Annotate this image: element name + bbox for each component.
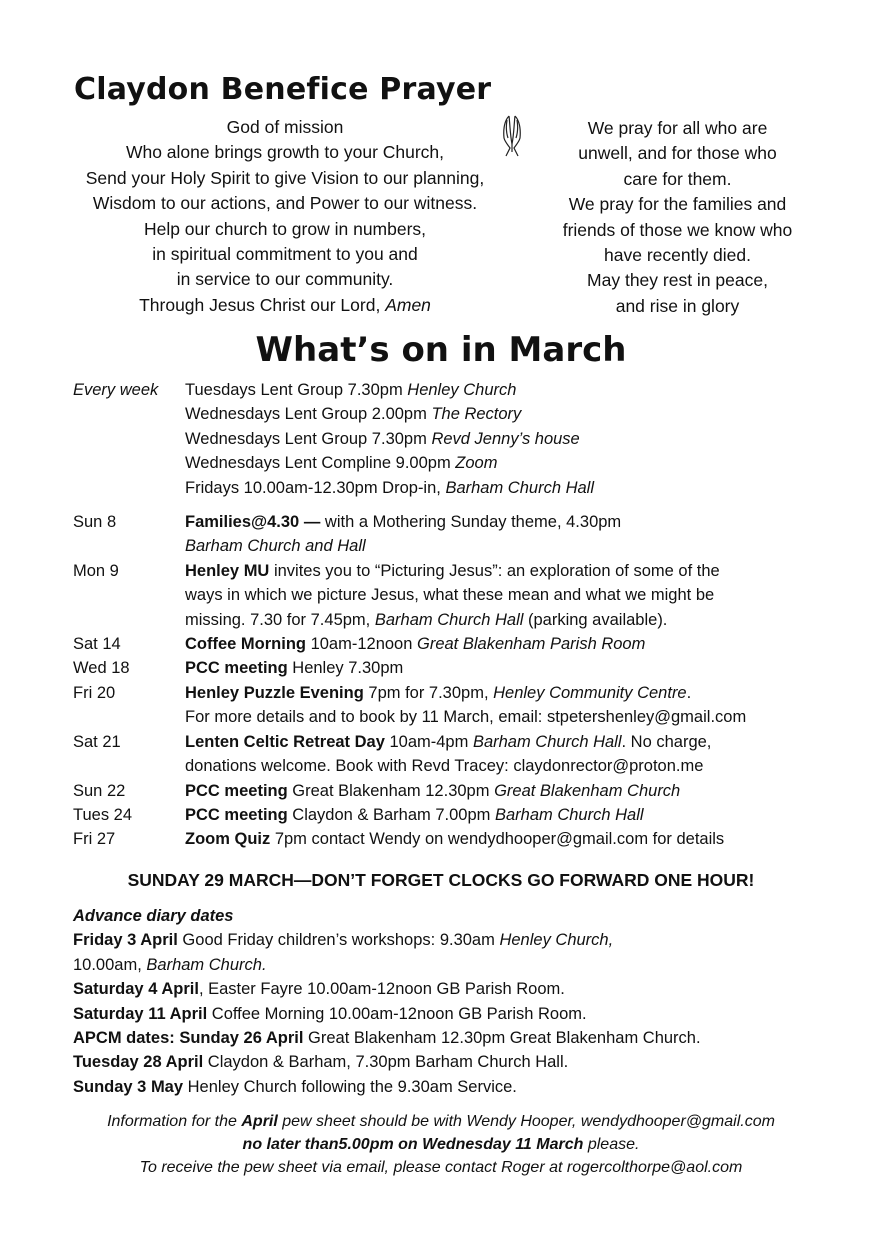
footer-month: April [241, 1113, 278, 1130]
event-details [185, 681, 833, 730]
event-text: 7pm contact Wendy on wendydhooper@gmail.com for details [270, 830, 725, 849]
event-details [185, 779, 833, 803]
event-details [185, 510, 833, 559]
weekly-item [185, 476, 833, 500]
event-place: Henley Community Centre [493, 683, 687, 702]
event-date: Sat 14 [73, 635, 121, 654]
event-details [185, 559, 833, 632]
intercession-text [540, 116, 815, 319]
event-row [73, 656, 833, 680]
advance-place: Henley Church, [499, 931, 614, 950]
event-text: (parking available). [523, 610, 668, 629]
event-row [73, 730, 833, 779]
event-row [73, 827, 833, 851]
event-date: Tues 24 [73, 805, 133, 824]
intercession-line: care for them. [623, 168, 732, 189]
advance-item [73, 977, 833, 1001]
prayer-line: in spiritual commitment to you and [152, 244, 418, 265]
event-text: 10am-4pm [384, 732, 473, 751]
event-row [73, 632, 833, 656]
event-row [73, 681, 833, 730]
weekly-item [185, 402, 833, 426]
weekly-item [185, 378, 833, 402]
praying-hands-icon [496, 112, 528, 160]
advance-item [73, 928, 833, 952]
event-place: Great Blakenham Church [494, 781, 681, 800]
advance-text: Henley Church following the 9.30am Service. [183, 1077, 517, 1096]
advance-date: Sunday 3 May [73, 1077, 184, 1096]
event-text: For more details and to book by 11 March, email: stpetershenley@gmail.com [185, 708, 747, 727]
every-week-items [185, 378, 833, 500]
event-row [73, 779, 833, 803]
amen: Amen [385, 294, 431, 315]
prayer-line [70, 293, 500, 318]
prayer-line: Help our church to grow in numbers, [143, 218, 427, 239]
event-title: PCC meeting [185, 659, 288, 678]
advance-item [73, 1002, 833, 1026]
advance-item [73, 953, 833, 977]
event-details [185, 656, 833, 680]
footer-text: pew sheet should be with Wendy Hooper, wendydhooper@gmail.com [277, 1113, 775, 1130]
advance-text: 10.00am, [73, 955, 147, 974]
weekly-text: Wednesdays Lent Group 7.30pm [185, 429, 432, 448]
event-title: Henley Puzzle Evening [185, 683, 364, 702]
event-title: Zoom Quiz [185, 830, 271, 849]
advance-text: Good Friday children’s workshops: 9.30am [177, 931, 500, 950]
advance-item [73, 1026, 833, 1050]
intercession-line: and rise in glory [615, 295, 740, 316]
advance-diary [73, 904, 833, 1099]
event-details [185, 730, 833, 779]
intercession-line: We pray for the families and [568, 194, 787, 215]
event-text: . No charge, [621, 732, 712, 751]
weekly-place: Barham Church Hall [445, 478, 595, 497]
advance-text: Great Blakenham 12.30pm Great Blakenham Church. [303, 1029, 701, 1048]
event-text: . [686, 683, 692, 702]
weekly-place: Zoom [455, 454, 498, 473]
prayer-line-text: Through Jesus Christ our Lord, [139, 294, 386, 315]
weekly-item [185, 451, 833, 475]
event-title: Henley MU [185, 561, 270, 580]
event-date: Fri 27 [73, 830, 116, 849]
event-text: Great Blakenham 12.30pm [287, 781, 495, 800]
prayer-line: in service to our community. [176, 269, 394, 290]
advance-text: , Easter Fayre 10.00am-12noon GB Parish Room. [198, 980, 565, 999]
prayer-line: Wisdom to our actions, and Power to our witness. [92, 193, 478, 214]
prayer-title: Claydon Benefice Prayer [74, 72, 492, 107]
event-text: with a Mothering Sunday theme, 4.30pm [320, 513, 622, 532]
every-week-row [73, 378, 833, 500]
footer-deadline: no later than5.00pm on Wednesday 11 March [242, 1136, 584, 1153]
prayer-line: God of mission [226, 117, 344, 137]
whats-on-title: What’s on in March [255, 330, 627, 370]
event-text: 10am-12noon [306, 635, 417, 654]
event-title: PCC meeting [185, 781, 288, 800]
event-title: Coffee Morning [185, 635, 306, 654]
prayer-line: Who alone brings growth to your Church, [125, 142, 445, 163]
event-text: Henley 7.30pm [287, 659, 404, 678]
weekly-place: The Rectory [431, 405, 522, 424]
event-date: Fri 20 [73, 683, 116, 702]
advance-date: Saturday 11 April [73, 1004, 208, 1023]
advance-date: APCM dates: Sunday 26 April [73, 1029, 304, 1048]
weekly-place: Revd Jenny’s house [431, 429, 580, 448]
weekly-text: Tuesdays Lent Group 7.30pm [185, 381, 408, 399]
event-row [73, 510, 833, 559]
footer-info [0, 1110, 882, 1179]
event-place: Great Blakenham Parish Room [417, 635, 646, 654]
clocks-notice: SUNDAY 29 MARCH—DON’T FORGET CLOCKS GO FORWARD ONE HOUR! [127, 870, 755, 890]
event-text: ways in which we picture Jesus, what these mean and what we might be [185, 586, 715, 605]
weekly-text: Wednesdays Lent Compline 9.00pm [185, 454, 456, 473]
weekly-text: Fridays 10.00am-12.30pm Drop-in, [185, 478, 446, 497]
intercession-line: unwell, and for those who [578, 143, 777, 164]
weekly-item [185, 427, 833, 451]
intercession-line: have recently died. [604, 245, 751, 266]
event-text: invites you to “Picturing Jesus”: an exploration of some of the [269, 561, 720, 580]
weekly-text: Wednesdays Lent Group 2.00pm [185, 405, 432, 424]
prayer-line: Send your Holy Spirit to give Vision to our planning, [85, 167, 485, 188]
event-details [185, 632, 833, 656]
events-list [73, 378, 833, 852]
event-place: Barham Church Hall [374, 610, 524, 629]
event-row [73, 803, 833, 827]
event-place: Barham Church Hall [472, 732, 622, 751]
event-row [73, 559, 833, 632]
advance-date: Saturday 4 April [73, 980, 199, 999]
event-date: Sun 22 [73, 781, 126, 800]
event-text: 7pm for 7.30pm, [363, 683, 494, 702]
event-place: Barham Church and Hall [185, 537, 366, 556]
weekly-place: Henley Church [407, 381, 517, 399]
event-title: Families@4.30 — [185, 513, 321, 532]
advance-date: Tuesday 28 April [73, 1053, 204, 1072]
advance-text: Coffee Morning 10.00am-12noon GB Parish Room. [207, 1004, 587, 1023]
advance-item [73, 1050, 833, 1074]
intercession-line: We pray for all who are [587, 118, 768, 138]
prayer-text [70, 115, 500, 318]
event-date: Sun 8 [73, 513, 117, 532]
advance-item [73, 1075, 833, 1099]
event-place: Barham Church Hall [494, 805, 644, 824]
event-title: PCC meeting [185, 805, 288, 824]
event-text: Claydon & Barham 7.00pm [287, 805, 495, 824]
advance-place: Barham Church. [146, 955, 267, 974]
event-details [185, 803, 833, 827]
footer-text: Information for the [107, 1113, 242, 1130]
every-week-label: Every week [73, 381, 159, 399]
event-details [185, 827, 833, 851]
event-date: Wed 18 [73, 659, 130, 678]
advance-date: Friday 3 April [73, 931, 178, 950]
event-date: Sat 21 [73, 732, 121, 751]
event-title: Lenten Celtic Retreat Day [185, 732, 385, 751]
footer-text: please. [583, 1136, 640, 1153]
event-date: Mon 9 [73, 561, 119, 580]
event-text: missing. 7.30 for 7.45pm, [185, 610, 375, 629]
advance-heading: Advance diary dates [73, 907, 234, 925]
footer-text: To receive the pew sheet via email, please contact Roger at rogercolthorpe@aol.com [139, 1159, 743, 1176]
event-text: donations welcome. Book with Revd Tracey: claydonrector@proton.me [185, 757, 704, 776]
intercession-line: friends of those we know who [562, 219, 793, 240]
intercession-line: May they rest in peace, [587, 270, 768, 291]
advance-text: Claydon & Barham, 7.30pm Barham Church Hall. [203, 1053, 569, 1072]
